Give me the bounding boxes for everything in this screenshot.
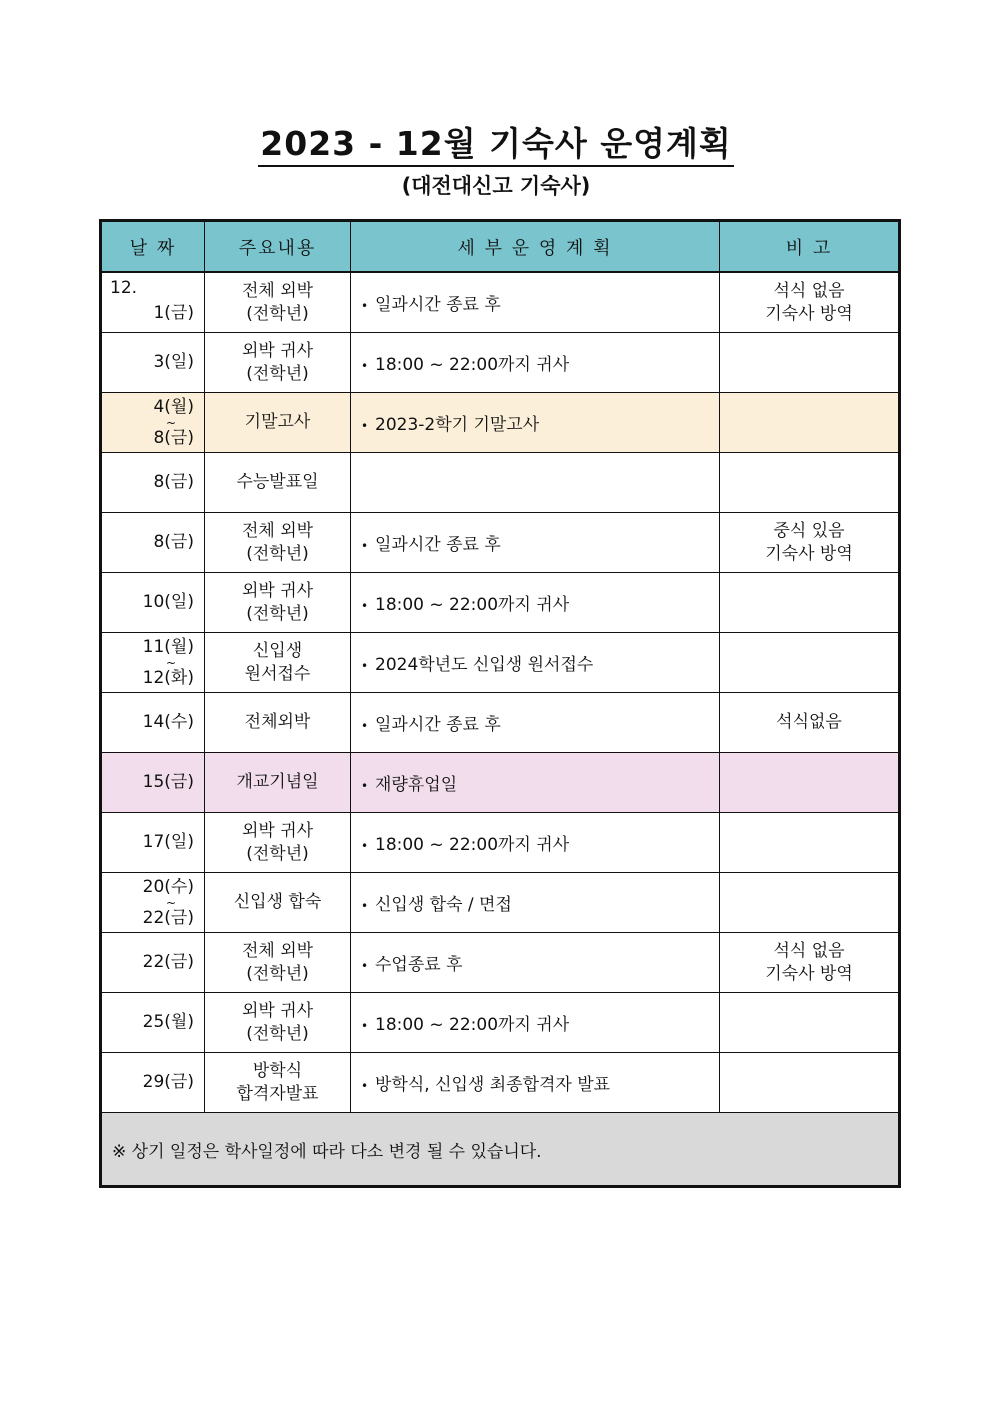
event-text: 전체 외박 bbox=[241, 940, 314, 961]
detail-text: 일과시간 종료 후 bbox=[375, 715, 501, 735]
note-cell bbox=[720, 573, 900, 633]
detail-cell bbox=[351, 393, 720, 453]
note-cell bbox=[720, 333, 900, 393]
note-cell bbox=[720, 453, 900, 513]
header-detail: 세 부 운 영 계 획 bbox=[351, 221, 720, 273]
date-text: 14(수) bbox=[142, 712, 194, 732]
date-cell bbox=[101, 633, 205, 693]
detail-cell bbox=[351, 993, 720, 1053]
detail-text: 2024학년도 신입생 원서접수 bbox=[375, 655, 594, 675]
date-range-tilde: ~ bbox=[165, 895, 176, 910]
schedule-row bbox=[101, 513, 900, 573]
detail-cell bbox=[351, 333, 720, 393]
date-cell bbox=[101, 1053, 205, 1113]
event-cell bbox=[205, 873, 351, 933]
date-text: 11(월) bbox=[142, 636, 194, 657]
event-cell bbox=[205, 633, 351, 693]
note-cell bbox=[720, 1053, 900, 1113]
detail-cell bbox=[351, 933, 720, 993]
month-prefix: 12. bbox=[110, 278, 138, 298]
schedule-row bbox=[101, 1053, 900, 1113]
detail-text: 18:00 ~ 22:00까지 귀사 bbox=[375, 355, 570, 375]
date-range-tilde: ~ bbox=[165, 655, 176, 670]
event-text: 전체 외박 bbox=[241, 280, 314, 301]
date-range-tilde: ~ bbox=[165, 415, 176, 430]
date-text: 8(금) bbox=[153, 427, 194, 448]
date-text: 1(금) bbox=[153, 303, 194, 323]
page-title: 2023 - 12월 기숙사 운영계획 bbox=[0, 118, 992, 165]
note-cell bbox=[720, 873, 900, 933]
date-cell bbox=[101, 272, 205, 333]
bullet-icon: • bbox=[361, 359, 369, 373]
detail-cell bbox=[351, 453, 720, 513]
detail-text: 18:00 ~ 22:00까지 귀사 bbox=[375, 595, 570, 615]
note-cell bbox=[720, 933, 900, 993]
bullet-icon: • bbox=[361, 899, 369, 913]
date-cell bbox=[101, 573, 205, 633]
schedule-row bbox=[101, 453, 900, 513]
event-text: 신입생 합숙 bbox=[233, 892, 322, 912]
schedule-row bbox=[101, 333, 900, 393]
note-cell bbox=[720, 993, 900, 1053]
header-note: 비 고 bbox=[720, 221, 900, 273]
note-cell bbox=[720, 693, 900, 753]
detail-cell bbox=[351, 513, 720, 573]
bullet-icon: • bbox=[361, 419, 369, 433]
note-text: 석식 없음 bbox=[773, 280, 845, 301]
detail-text: 수업종료 후 bbox=[375, 955, 463, 975]
note-cell bbox=[720, 633, 900, 693]
footer-note: ※ 상기 일정은 학사일정에 따라 다소 변경 될 수 있습니다. bbox=[101, 1113, 900, 1187]
detail-cell bbox=[351, 573, 720, 633]
event-cell bbox=[205, 1053, 351, 1113]
event-cell bbox=[205, 453, 351, 513]
detail-cell bbox=[351, 693, 720, 753]
event-text: 방학식 bbox=[252, 1060, 303, 1081]
event-text: (전학년) bbox=[246, 603, 309, 624]
detail-cell bbox=[351, 633, 720, 693]
detail-cell bbox=[351, 272, 720, 333]
schedule-table bbox=[99, 219, 901, 1188]
event-cell bbox=[205, 693, 351, 753]
event-text: (전학년) bbox=[246, 963, 309, 984]
note-cell bbox=[720, 393, 900, 453]
schedule-row bbox=[101, 933, 900, 993]
note-text: 석식 없음 bbox=[773, 940, 845, 961]
detail-text: 재량휴업일 bbox=[375, 775, 458, 795]
event-text: 신입생 bbox=[252, 640, 303, 661]
note-text: 기숙사 방역 bbox=[765, 963, 853, 984]
event-text: 합격자발표 bbox=[236, 1083, 319, 1104]
page-subtitle: (대전대신고 기숙사) bbox=[401, 174, 591, 198]
date-cell bbox=[101, 333, 205, 393]
header-row bbox=[101, 221, 900, 273]
bullet-icon: • bbox=[361, 839, 369, 853]
event-text: (전학년) bbox=[246, 843, 309, 864]
event-cell bbox=[205, 393, 351, 453]
event-text: 외박 귀사 bbox=[241, 580, 314, 601]
detail-text: 18:00 ~ 22:00까지 귀사 bbox=[375, 835, 570, 855]
date-text: 17(일) bbox=[142, 832, 194, 852]
detail-text: 일과시간 종료 후 bbox=[375, 295, 501, 315]
detail-cell bbox=[351, 813, 720, 873]
event-text: 수능발표일 bbox=[236, 472, 319, 492]
date-text: 29(금) bbox=[142, 1072, 194, 1092]
event-text: 외박 귀사 bbox=[241, 1000, 314, 1021]
event-cell bbox=[205, 272, 351, 333]
date-text: 12(화) bbox=[142, 667, 194, 688]
event-text: 개교기념일 bbox=[236, 772, 319, 792]
bullet-icon: • bbox=[361, 659, 369, 673]
date-cell bbox=[101, 693, 205, 753]
event-cell bbox=[205, 993, 351, 1053]
schedule-row bbox=[101, 272, 900, 333]
event-cell bbox=[205, 813, 351, 873]
detail-text: 일과시간 종료 후 bbox=[375, 535, 501, 555]
schedule-row bbox=[101, 993, 900, 1053]
detail-text: 신입생 합숙 / 면접 bbox=[375, 895, 512, 915]
bullet-icon: • bbox=[361, 1019, 369, 1033]
date-cell bbox=[101, 393, 205, 453]
schedule-row bbox=[101, 633, 900, 693]
schedule-row bbox=[101, 693, 900, 753]
bullet-icon: • bbox=[361, 599, 369, 613]
detail-cell bbox=[351, 1053, 720, 1113]
date-text: 8(금) bbox=[153, 472, 194, 492]
note-text: 기숙사 방역 bbox=[765, 303, 853, 324]
date-cell bbox=[101, 873, 205, 933]
note-cell bbox=[720, 513, 900, 573]
date-text: 10(일) bbox=[142, 592, 194, 612]
schedule-row bbox=[101, 573, 900, 633]
event-cell bbox=[205, 333, 351, 393]
event-text: (전학년) bbox=[246, 363, 309, 384]
event-text: 전체 외박 bbox=[241, 520, 314, 541]
detail-cell bbox=[351, 873, 720, 933]
note-text: 중식 있음 bbox=[773, 520, 845, 541]
note-cell bbox=[720, 272, 900, 333]
header-date: 날 짜 bbox=[101, 221, 205, 273]
bullet-icon: • bbox=[361, 539, 369, 553]
note-cell bbox=[720, 813, 900, 873]
date-cell bbox=[101, 813, 205, 873]
date-text: 8(금) bbox=[153, 532, 194, 552]
header-event: 주요내용 bbox=[205, 221, 351, 273]
date-cell bbox=[101, 453, 205, 513]
event-text: 원서접수 bbox=[244, 663, 311, 684]
event-text: 전체외박 bbox=[244, 712, 311, 732]
date-cell bbox=[101, 753, 205, 813]
date-cell bbox=[101, 993, 205, 1053]
bullet-icon: • bbox=[361, 959, 369, 973]
date-text: 4(월) bbox=[153, 396, 194, 417]
schedule-row bbox=[101, 753, 900, 813]
event-text: (전학년) bbox=[246, 303, 309, 324]
date-text: 25(월) bbox=[142, 1012, 194, 1032]
event-cell bbox=[205, 753, 351, 813]
date-cell bbox=[101, 933, 205, 993]
schedule-row bbox=[101, 813, 900, 873]
detail-text: 방학식, 신입생 최종합격자 발표 bbox=[375, 1075, 611, 1095]
date-text: 15(금) bbox=[142, 772, 194, 792]
bullet-icon: • bbox=[361, 719, 369, 733]
event-text: (전학년) bbox=[246, 1023, 309, 1044]
date-text: 20(수) bbox=[142, 876, 194, 897]
event-text: 기말고사 bbox=[244, 412, 311, 432]
date-text: 22(금) bbox=[142, 952, 194, 972]
schedule-row bbox=[101, 873, 900, 933]
note-cell bbox=[720, 753, 900, 813]
event-text: 외박 귀사 bbox=[241, 820, 314, 841]
detail-cell bbox=[351, 753, 720, 813]
date-cell bbox=[101, 513, 205, 573]
event-cell bbox=[205, 573, 351, 633]
note-text: 기숙사 방역 bbox=[765, 543, 853, 564]
event-text: 외박 귀사 bbox=[241, 340, 314, 361]
event-text: (전학년) bbox=[246, 543, 309, 564]
note-text: 석식없음 bbox=[776, 712, 842, 732]
bullet-icon: • bbox=[361, 1079, 369, 1093]
date-text: 22(금) bbox=[142, 907, 194, 928]
date-text: 3(일) bbox=[153, 352, 194, 372]
detail-text: 2023-2학기 기말고사 bbox=[375, 415, 540, 435]
event-cell bbox=[205, 513, 351, 573]
detail-text: 18:00 ~ 22:00까지 귀사 bbox=[375, 1015, 570, 1035]
footer-row bbox=[101, 1113, 900, 1187]
bullet-icon: • bbox=[361, 779, 369, 793]
event-cell bbox=[205, 933, 351, 993]
schedule-row bbox=[101, 393, 900, 453]
bullet-icon: • bbox=[361, 299, 369, 313]
